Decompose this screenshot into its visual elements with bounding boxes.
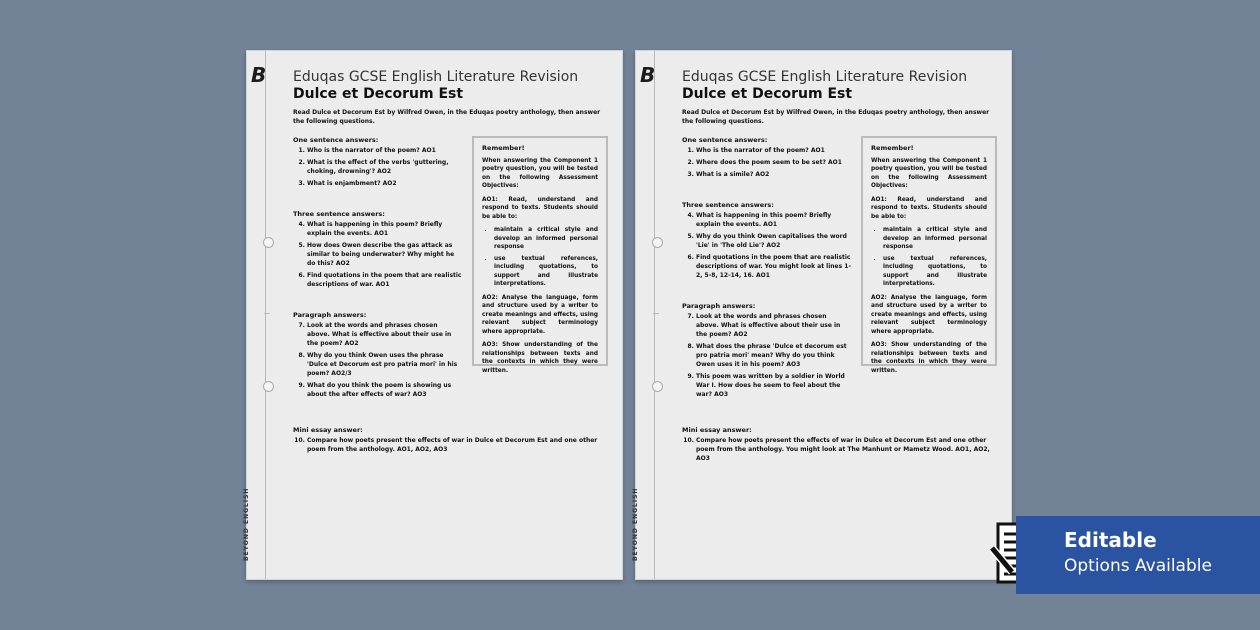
question: 2. What is the effect of the verbs 'guttering, choking, drowning'? AO2 [307, 158, 462, 176]
worksheet-preview-2 [632, 50, 1012, 580]
question: 3. What is enjambment? AO2 [307, 179, 462, 188]
sheet-content [682, 69, 997, 466]
section-heading: Three sentence answers: [682, 201, 774, 209]
remember-box [472, 136, 608, 374]
brand-label: BEYOND ENGLISH [243, 487, 250, 561]
beyond-logo-icon: B [640, 63, 656, 87]
sheet-subtitle: Dulce et Decorum Est [682, 86, 853, 102]
punch-hole [652, 381, 663, 392]
ao1-bullet: • use textual references, including quotations, to support and illustrate interpretations. [883, 255, 987, 289]
punch-hole [263, 381, 274, 392]
ao2-text: AO2: Analyse the language, form and structure used by a writer to create meanings and effects, using relevant subject terminology where appropriate. [871, 294, 987, 335]
question: 10. Compare how poets present the effects of war in Dulce et Decorum Est and one other poem from the anthology. You might look at The Manhunt or Mametz Wood. AO1, AO2, AO3 [696, 436, 997, 463]
question: 6. Find quotations in the poem that are realistic descriptions of war. You might look at lines 1-2, 5-8, 12-14, 16. AO1 [696, 253, 851, 280]
question-list [682, 211, 851, 280]
ao1-text: AO1: Read, understand and respond to texts. Students should be able to: [482, 196, 598, 220]
ao2-text: AO2: Analyse the language, form and structure used by a writer to create meanings and effects, using relevant subject terminology where appropriate. [482, 294, 598, 335]
sheet-intro: Read Dulce et Decorum Est by Wilfred Owen, in the Eduqas poetry anthology, then answer the following questions. [682, 109, 990, 125]
question: 4. What is happening in this poem? Briefly explain the events. AO1 [307, 220, 462, 238]
badge-line-2: Options Available [1064, 556, 1212, 576]
question: 8. Why do you think Owen uses the phrase 'Dulce et Decorum est pro patria mori' in his poem? AO2/3 [307, 351, 462, 378]
sheet-margin [632, 51, 656, 579]
editable-options-badge[interactable] [1016, 516, 1260, 594]
question-list [682, 436, 997, 463]
section-heading: Paragraph answers: [293, 311, 367, 319]
question: 5. Why do you think Owen capitalises the word 'Lie' in 'The old Lie'? AO2 [696, 232, 851, 250]
ao1-text: AO1: Read, understand and respond to texts. Students should be able to: [871, 196, 987, 220]
punch-hole [263, 237, 274, 248]
ao3-text: AO3: Show understanding of the relationships between texts and the contexts in which they were written. [482, 342, 598, 374]
remember-box [861, 136, 997, 374]
question: 1. Who is the narrator of the poem? AO1 [307, 146, 462, 155]
question: 6. Find quotations in the poem that are realistic descriptions of war. AO1 [307, 271, 462, 289]
sheet-intro: Read Dulce et Decorum Est by Wilfred Owen, in the Eduqas poetry anthology, then answer the following questions. [293, 109, 601, 125]
beyond-logo-icon: B [251, 63, 267, 87]
section-heading: One sentence answers: [682, 136, 768, 144]
sheet-subtitle: Dulce et Decorum Est [293, 86, 464, 102]
ao1-bullet: • use textual references, including quotations, to support and illustrate interpretations. [494, 255, 598, 289]
remember-intro: When answering the Component 1 poetry question, you will be tested on the following Assessment Objectives: [871, 157, 987, 189]
worksheet-preview-1 [243, 50, 623, 580]
question: 3. What is a simile? AO2 [696, 170, 851, 179]
ao1-bullet: • maintain a critical style and develop an informed personal response [494, 226, 598, 252]
question-list [293, 146, 462, 188]
section-heading: Three sentence answers: [293, 210, 385, 218]
question: 7. Look at the words and phrases chosen above. What is effective about their use in the poem? AO2 [696, 312, 851, 339]
question: 1. Who is the narrator of the poem? AO1 [696, 146, 851, 155]
question: 10. Compare how poets present the effects of war in Dulce et Decorum Est and one other poem from the anthology. AO1, AO2, AO3 [307, 436, 608, 454]
section-heading: One sentence answers: [293, 136, 379, 144]
question-list [682, 146, 851, 179]
question: 2. Where does the poem seem to be set? AO1 [696, 158, 851, 167]
question: 9. What do you think the poem is showing us about the after effects of war? AO3 [307, 381, 462, 399]
question-list [682, 312, 851, 399]
question: 5. How does Owen describe the gas attack as similar to being underwater? Why might he do this? AO2 [307, 241, 462, 268]
section-heading: Paragraph answers: [682, 302, 756, 310]
section-heading: Mini essay answer: [682, 426, 752, 434]
sheet-content [293, 69, 608, 457]
question: 4. What is happening in this poem? Briefly explain the events. AO1 [696, 211, 851, 229]
fold-mark [653, 313, 659, 314]
remember-heading: Remember! [871, 144, 914, 152]
remember-heading: Remember! [482, 144, 525, 152]
question: 8. What does the phrase 'Dulce et decorum est pro patria mori' mean? Why do you think Owen uses it in his poem? AO3 [696, 342, 851, 369]
sheet-margin [243, 51, 267, 579]
questions-column [682, 136, 851, 402]
badge-line-1: Editable [1064, 528, 1157, 552]
question-list [293, 220, 462, 289]
question-list [293, 321, 462, 399]
section-heading: Mini essay answer: [293, 426, 363, 434]
question: 9. This poem was written by a soldier in World War I. How does he seem to feel about the war? AO3 [696, 372, 851, 399]
remember-intro: When answering the Component 1 poetry question, you will be tested on the following Assessment Objectives: [482, 157, 598, 189]
sheet-title: Eduqas GCSE English Literature Revision [682, 69, 968, 85]
ao1-bullet: • maintain a critical style and develop an informed personal response [883, 226, 987, 252]
question-list [293, 436, 608, 454]
fold-mark [264, 313, 270, 314]
sheet-title: Eduqas GCSE English Literature Revision [293, 69, 579, 85]
ao3-text: AO3: Show understanding of the relationships between texts and the contexts in which they were written. [871, 342, 987, 374]
punch-hole [652, 237, 663, 248]
brand-label: BEYOND ENGLISH [632, 487, 639, 561]
question: 7. Look at the words and phrases chosen above. What is effective about their use in the poem? AO2 [307, 321, 462, 348]
questions-column [293, 136, 462, 402]
